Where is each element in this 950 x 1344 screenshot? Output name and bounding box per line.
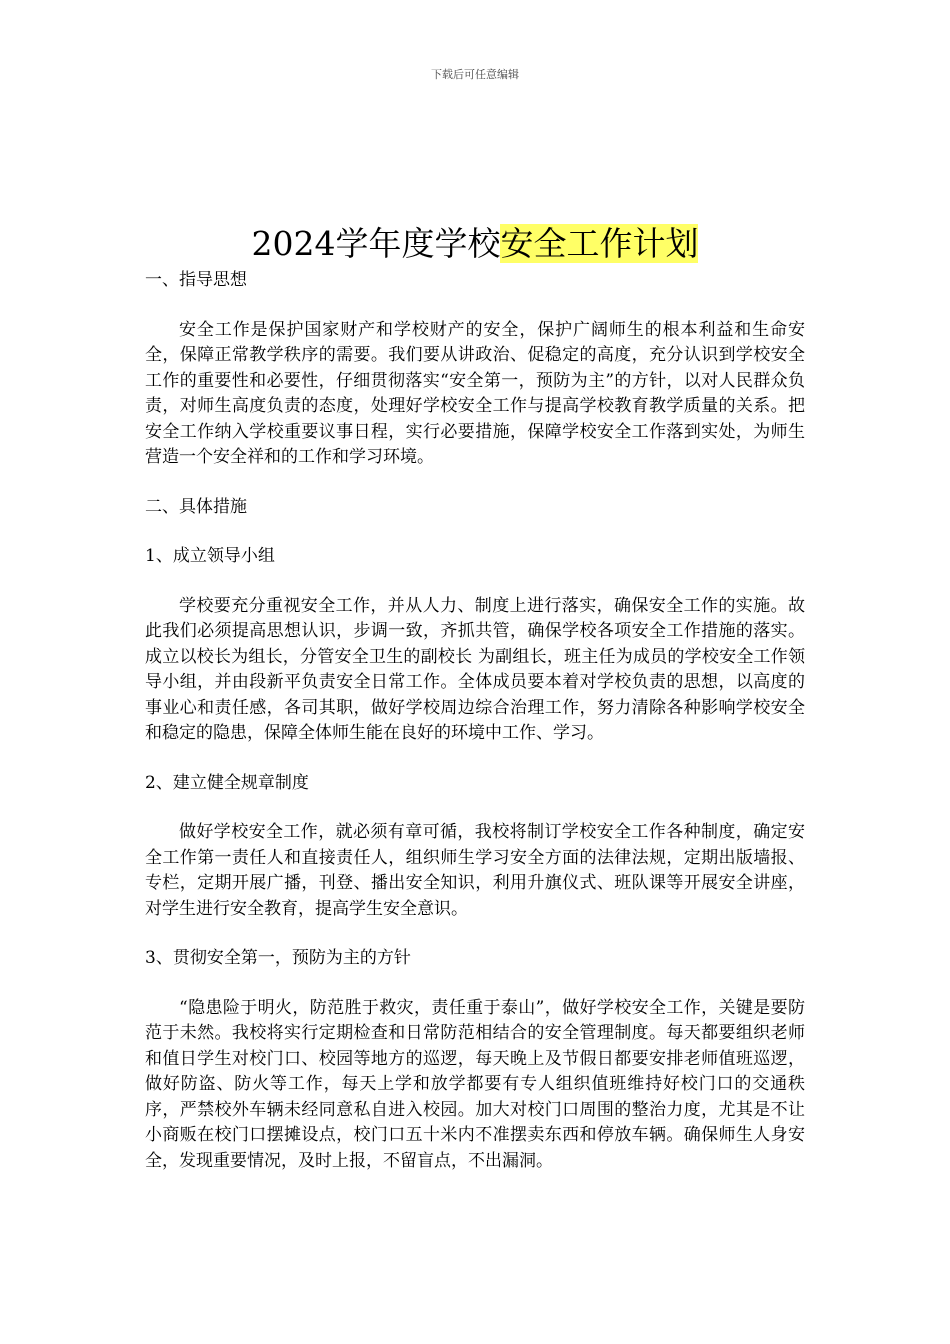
paragraph: 安全工作是保护国家财产和学校财产的安全，保护广阔师生的根本利益和生命安全，保障正常教学秩序的需要。我们要从讲政治、促稳定的高度，充分认识到学校安全工作的重要性和必要性，仔细贯彻落实“安全第一，预防为主”的方针，以对人民群众负责，对师生高度负责的态度，处理好学校安全工作与提高学校教育教学质量的关系。把安全工作纳入学校重要议事日程，实行必要措施，保障学校安全工作落到实处，为师生营造一个安全祥和的工作和学习环境。 bbox=[145, 319, 805, 467]
paragraph: “隐患险于明火，防范胜于救灾，责任重于泰山”，做好学校安全工作，关键是要防范于未然。我校将实行定期检查和日常防范相结合的安全管理制度。每天都要组织老师和值日学生对校门口、校园等地方的巡逻，每天晚上及节假日都要安排老师值班巡逻，做好防盗、防火等工作，每天上学和放学都要有专人组织值班维持好校门口的交通秩序，严禁校外车辆未经同意私自进入校园。加大对校门口周围的整治力度，尤其是不让小商贩在校门口摆摊设点，校门口五十米内不准摆卖东西和停放车辆。确保师生人身安全，发现重要情况，及时上报，不留盲点，不出漏洞。 bbox=[145, 997, 805, 1171]
section-heading: 二、具体措施 bbox=[145, 496, 247, 517]
title-plain: 2024学年度学校 bbox=[251, 224, 501, 264]
paragraph: 做好学校安全工作，就必须有章可循，我校将制订学校安全工作各种制度，确定安全工作第一责任人和直接责任人，组织师生学习安全方面的法律法规，定期出版墙报、专栏，定期开展广播，刊登、播出安全知识，利用升旗仪式、班队课等开展安全讲座，对学生进行安全教育，提高学生安全意识。 bbox=[145, 822, 805, 919]
title-highlighted: 安全工作计划 bbox=[500, 224, 699, 264]
subsection-heading: 3、贯彻安全第一，预防为主的方针 bbox=[145, 948, 411, 968]
page-title bbox=[0, 220, 950, 268]
section-heading: 一、指导思想 bbox=[145, 270, 247, 290]
header-note: 下载后可任意编辑 bbox=[431, 68, 519, 81]
subsection-heading: 2、建立健全规章制度 bbox=[145, 772, 309, 793]
document-body bbox=[145, 268, 805, 1198]
subsection-heading: 1、成立领导小组 bbox=[145, 546, 275, 566]
paragraph: 学校要充分重视安全工作，并从人力、制度上进行落实，确保安全工作的实施。故此我们必须提高思想认识，步调一致，齐抓共管，确保学校各项安全工作措施的落实。成立以校长为组长，分管安全卫生的副校长 为副组长，班主任为成员的学校安全工作领导小组，并由段新平负责安全日常工作。全体成员要本着对学校负责的思想，以高度的事业心和责任感，各司其职，做好学校周边综合治理工作，努力清除各种影响学校安全和稳定的隐患，保障全体师生能在良好的环境中工作、学习。 bbox=[145, 595, 805, 743]
